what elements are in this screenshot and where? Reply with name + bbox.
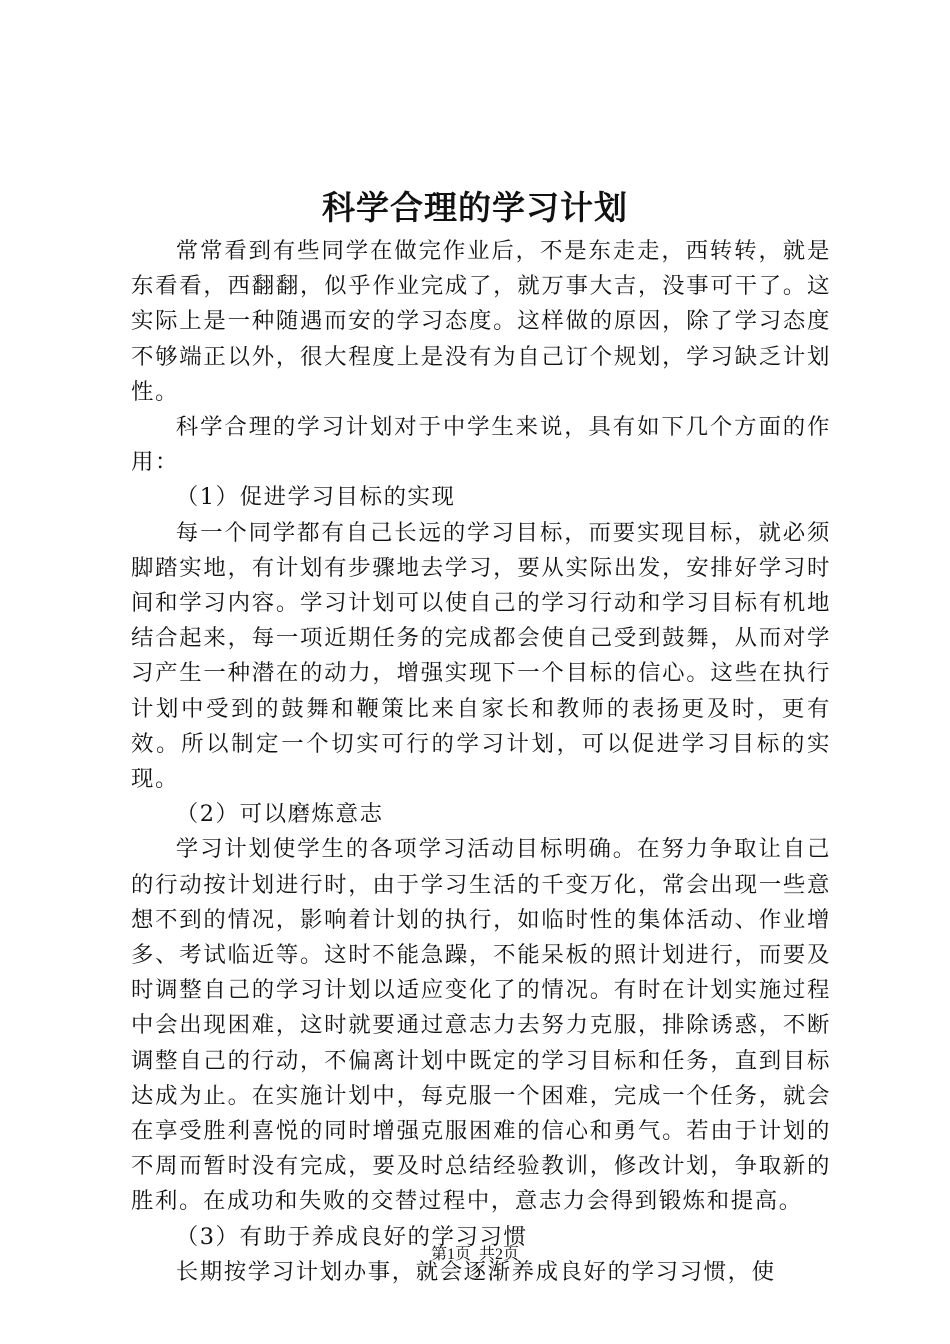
document-title: 科学合理的学习计划	[322, 188, 628, 227]
section-heading-1: （1）促进学习目标的实现	[175, 484, 456, 511]
section-heading-2: （2）可以磨炼意志	[175, 801, 384, 828]
paragraph-overview: 科学合理的学习计划对于中学生来说，具有如下几个方面的作用：	[131, 414, 831, 476]
page-number: 第1页	[430, 1246, 471, 1263]
page-total: 共2页	[479, 1246, 520, 1263]
paragraph-section-2: 学习计划使学生的各项学习活动目标明确。在努力争取让自己的行动按计划进行时，由于学习生活的千变万化，常会出现一些意想不到的情况，影响着计划的执行，如临时性的集体活动、作业增多、考试临近等。这时不能急躁，不能呆板的照计划进行，而要及时调整自己的学习计划以适应变化了的情况。有时在计划实施过程中会出现困难，这时就要通过意志力去努力克服，排除诱惑，不断调整自己的行动，不偏离计划中既定的学习目标和任务，直到目标达成为止。在实施计划中，每克服一个困难，完成一个任务，就会在享受胜利喜悦的同时增强克服困难的信心和勇气。若由于计划的不周而暂时没有完成，要及时总结经验教训，修改计划，争取新的胜利。在成功和失败的交替过程中，意志力会得到锻炼和提高。	[131, 836, 831, 1215]
paragraph-intro: 常常看到有些同学在做完作业后，不是东走走，西转转，就是东看看，西翻翻，似乎作业完成了，就万事大吉，没事可干了。这实际上是一种随遇而安的学习态度。这样做的原因，除了学习态度不够端正以外，很大程度上是没有为自己订个规划，学习缺乏计划性。	[131, 238, 831, 405]
paragraph-section-1: 每一个同学都有自己长远的学习目标，而要实现目标，就必须脚踏实地，有计划有步骤地去学习，要从实际出发，安排好学习时间和学习内容。学习计划可以使自己的学习行动和学习目标有机地结合起来，每一项近期任务的完成都会使自己受到鼓舞，从而对学习产生一种潜在的动力，增强实现下一个目标的信心。这些在执行计划中受到的鼓舞和鞭策比来自家长和教师的表扬更及时，更有效。所以制定一个切实可行的学习计划，可以促进学习目标的实现。	[131, 519, 831, 793]
document-body	[131, 234, 831, 1290]
paragraph-section-3: 长期按学习计划办事，就会逐渐养成良好的学习习惯，使	[175, 1258, 776, 1285]
section-heading-3: （3）有助于养成良好的学习习惯	[175, 1223, 528, 1250]
page-footer	[0, 1244, 950, 1266]
